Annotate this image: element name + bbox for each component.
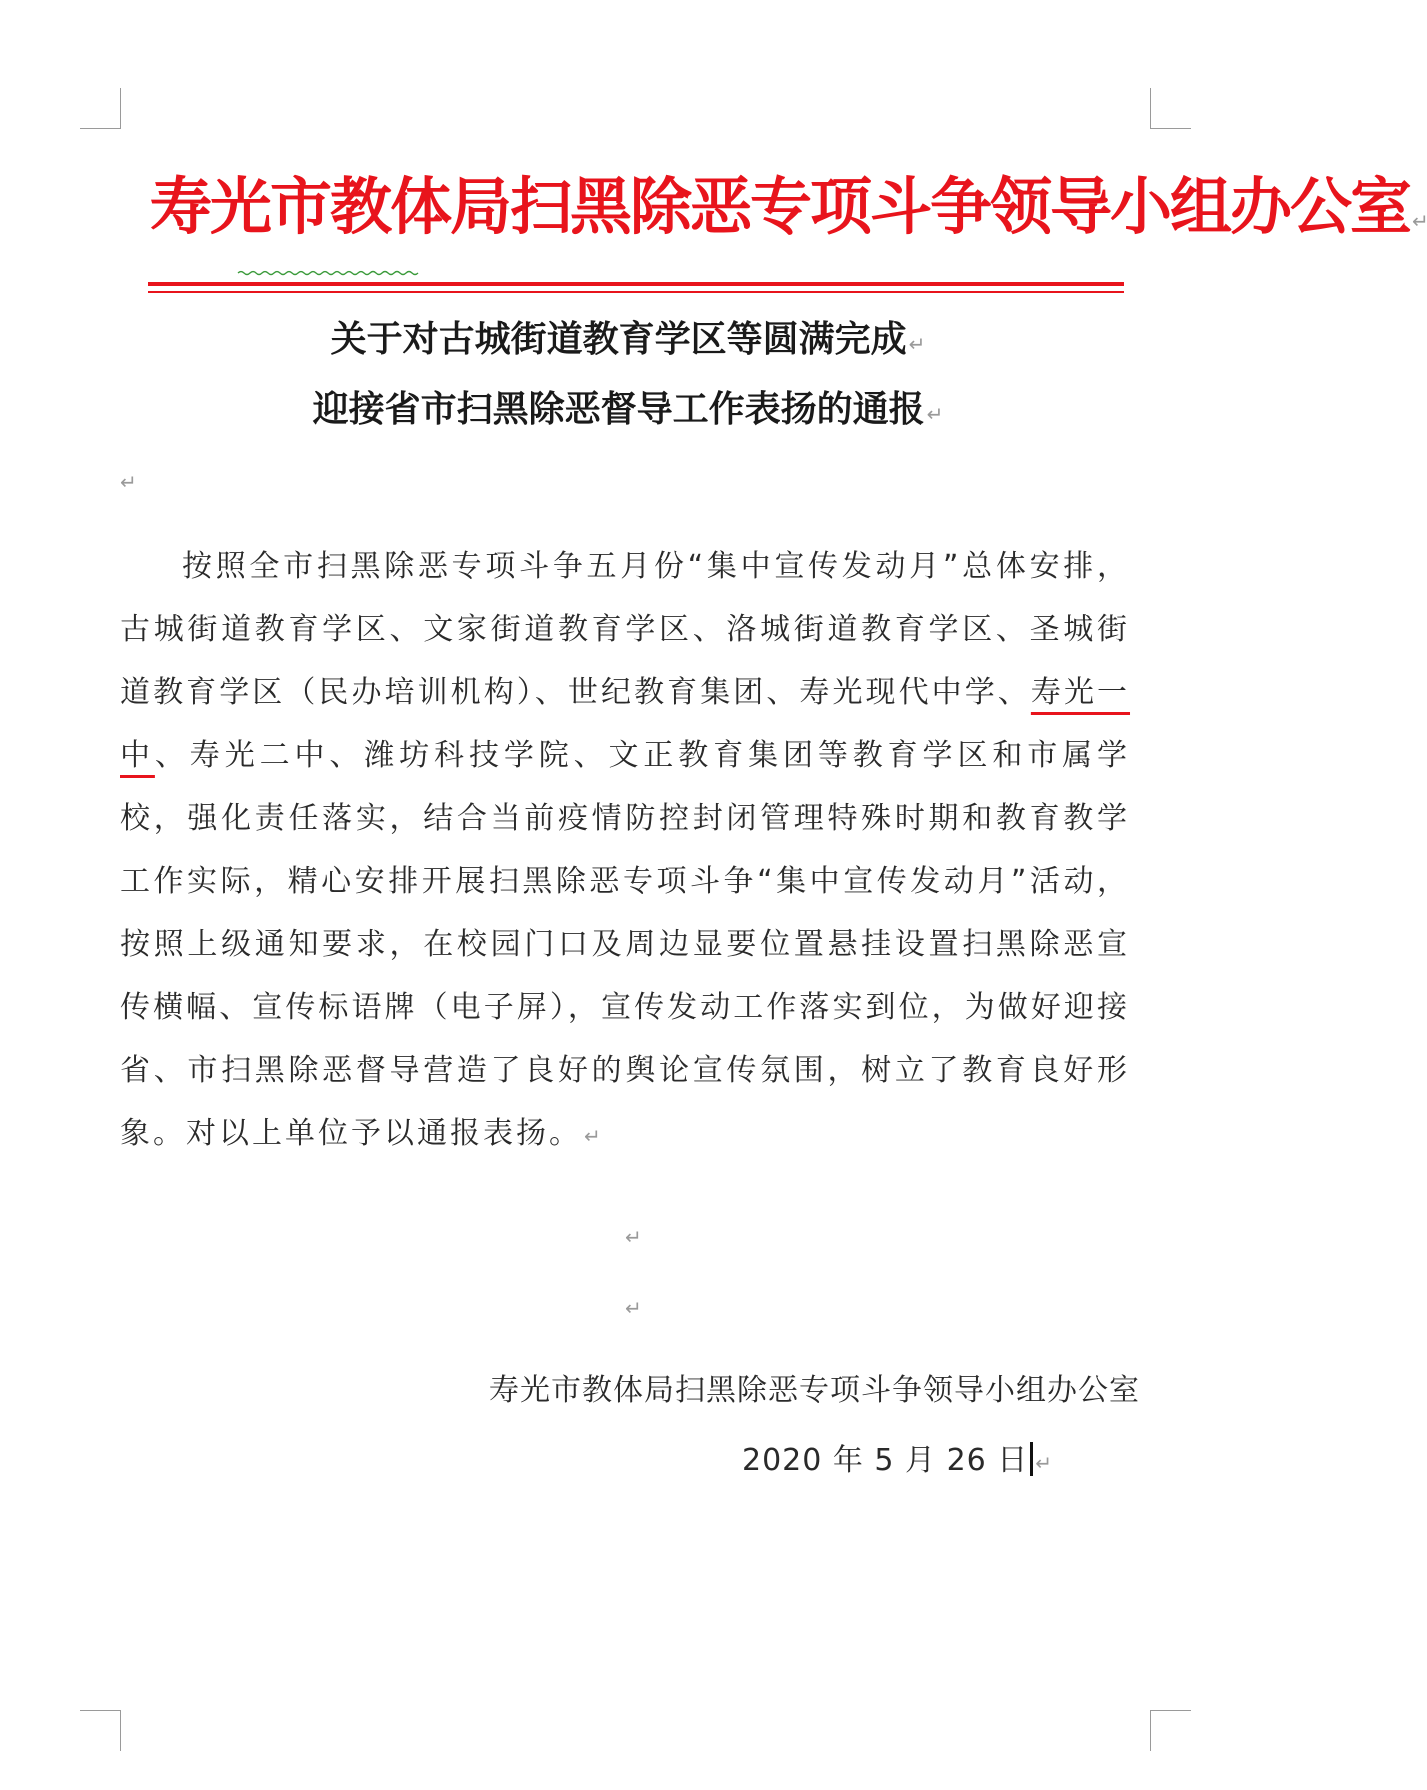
- paragraph-mark: ↵: [926, 402, 944, 426]
- crop-mark-bottom-left: [80, 1710, 121, 1751]
- empty-paragraph-mark: ↵: [120, 470, 137, 494]
- document-title-line-1-text: 关于对古城街道教育学区等圆满完成: [330, 319, 907, 360]
- spellcheck-squiggle: [238, 270, 418, 276]
- date-line: [742, 1435, 1053, 1479]
- paragraph-mark: ↵: [1412, 209, 1427, 233]
- paragraph-mark: ↵: [1035, 1451, 1054, 1475]
- underlined-school-name: 寿光一中: [120, 675, 1131, 773]
- red-rule-thin: [148, 291, 1124, 293]
- document-title-line-2-text: 迎接省市扫黑除恶督导工作表扬的通报: [312, 389, 925, 430]
- paragraph-mark: ↵: [584, 1124, 604, 1148]
- crop-mark-bottom-right: [1150, 1710, 1191, 1751]
- body-text-part-2: 、寿光二中、潍坊科技学院、文正教育集团等教育学区和市属学校，强化责任落实，结合当前疫情防控封闭管理特殊时期和教育教学工作实际，精心安排开展扫黑除恶专项斗争“集中宣传发动月”活动，按照上级通知要求，在校园门口及周边显要位置悬挂设置扫黑除恶宣传横幅、宣传标语牌（电子屏），宣传发动工作落实到位，为做好迎接省、市扫黑除恶督导营造了良好的舆论宣传氛围，树立了教育良好形象。对以上单位予以通报表扬。: [120, 738, 1131, 1151]
- body-text-part-1: 按照全市扫黑除恶专项斗争五月份“集中宣传发动月”总体安排，古城街道教育学区、文家街道教育学区、洛城街道教育学区、圣城街道教育学区（民办培训机构）、世纪教育集团、寿光现代中学、: [120, 549, 1130, 710]
- red-rule-thick: [148, 282, 1124, 286]
- document-title-line-2: [138, 389, 1118, 430]
- body-paragraph: [120, 535, 1130, 1168]
- empty-paragraph-mark: ↵: [625, 1296, 642, 1320]
- empty-paragraph-mark: ↵: [625, 1225, 642, 1249]
- crop-mark-top-right: [1150, 88, 1191, 129]
- red-header-title-text: 寿光市教体局扫黑除恶专项斗争领导小组办公室: [150, 170, 1411, 243]
- text-cursor: [1030, 1442, 1033, 1476]
- signature-org: 寿光市教体局扫黑除恶专项斗争领导小组办公室: [489, 1373, 1140, 1408]
- red-header-title: [150, 170, 1427, 243]
- document-title-line-1: [138, 319, 1118, 360]
- date-text: 2020 年 5 月 26 日: [742, 1443, 1029, 1478]
- crop-mark-top-left: [80, 88, 121, 129]
- paragraph-mark: ↵: [908, 332, 926, 356]
